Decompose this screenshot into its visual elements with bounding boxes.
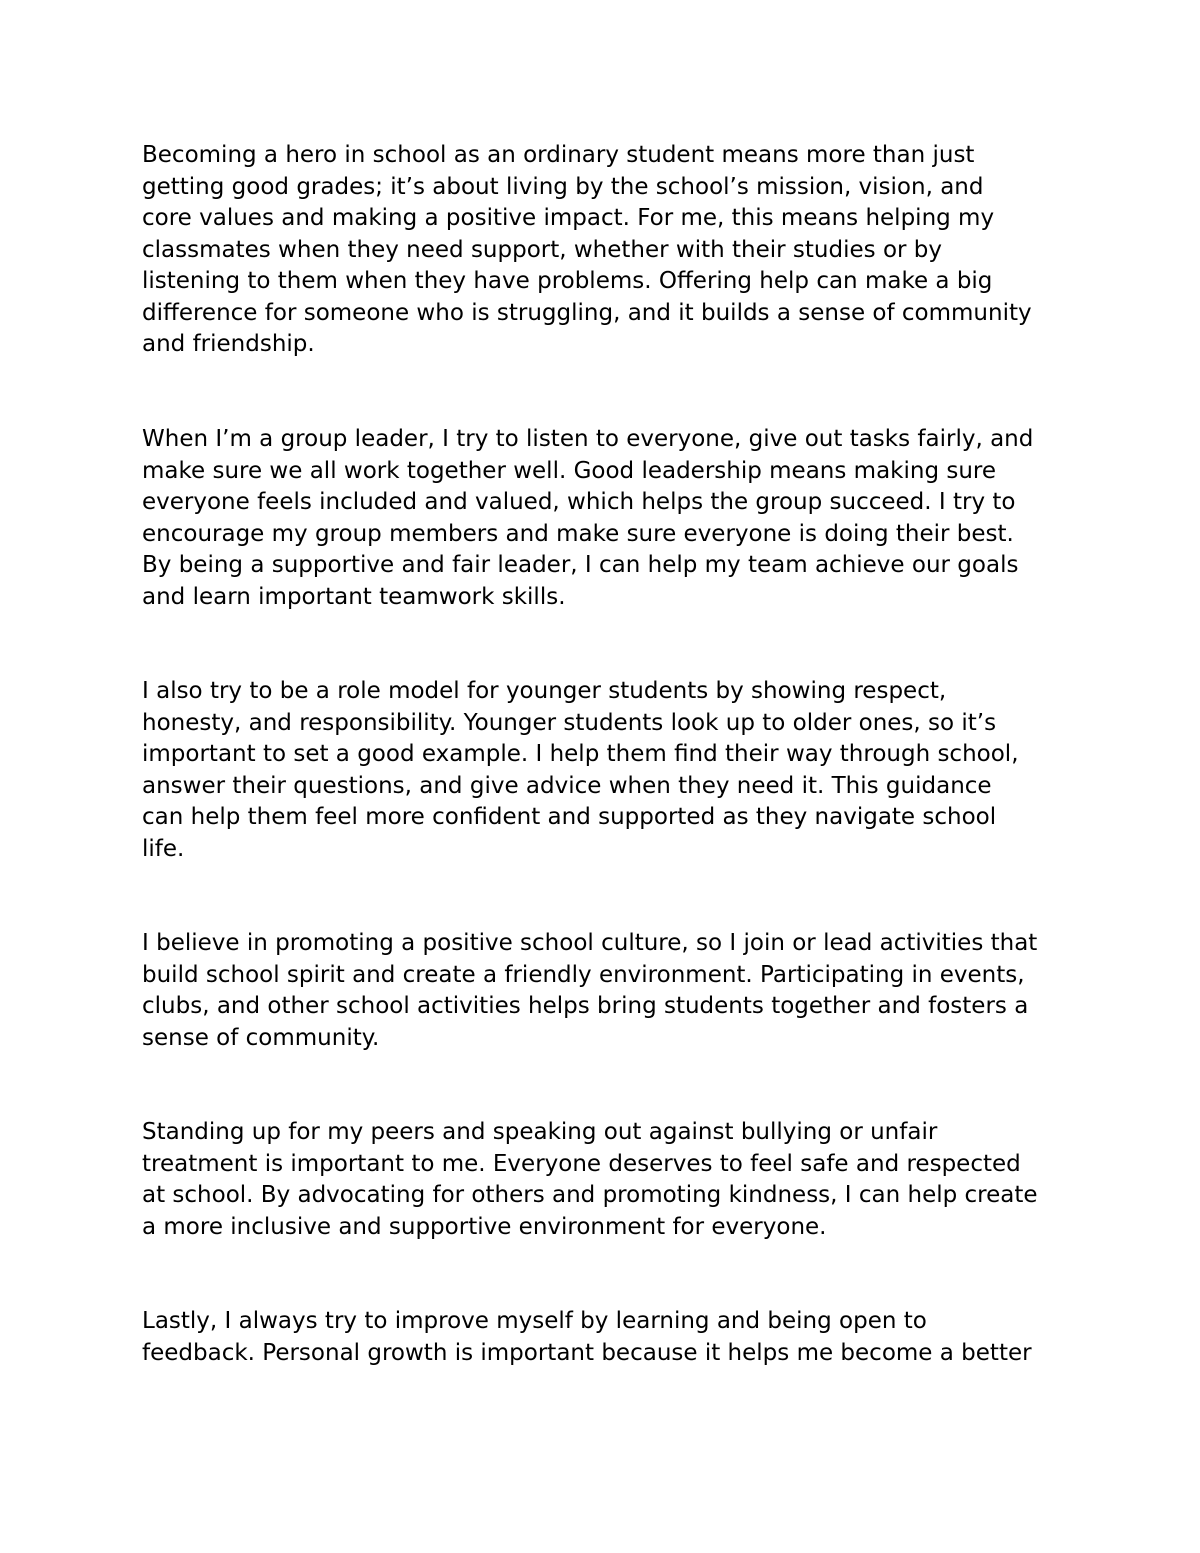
text-line: When I’m a group leader, I try to listen to everyone, give out tasks fairly, and: [142, 426, 1034, 452]
text-line: honesty, and responsibility. Younger students look up to older ones, so it’s: [142, 709, 997, 736]
text-line: getting good grades; it’s about living by the school’s mission, vision, and: [142, 173, 984, 200]
text-line: Lastly, I always try to improve myself by learning and being open to: [142, 1308, 927, 1334]
text-line: everyone feels included and valued, which helps the group succeed. I try to: [142, 489, 1016, 515]
text-line: important to set a good example. I help them find their way through school,: [142, 741, 1019, 767]
text-line: difference for someone who is struggling, and it builds a sense of community: [142, 299, 1032, 326]
text-line: make sure we all work together well. Good leadership means making sure: [142, 457, 997, 484]
text-line: core values and making a positive impact. For me, this means helping my: [142, 205, 995, 231]
text-line: I also try to be a role model for younger students by showing respect,: [142, 678, 947, 704]
text-line: build school spirit and create a friendly environment. Participating in events,: [142, 961, 1025, 988]
paragraph-4: [142, 928, 1037, 1054]
text-line: I believe in promoting a positive school culture, so I join or lead activities that: [142, 930, 1038, 956]
text-line: classmates when they need support, whether with their studies or by: [142, 236, 942, 263]
text-line: at school. By advocating for others and promoting kindness, I can help create: [142, 1182, 1038, 1208]
text-line: encourage my group members and make sure everyone is doing their best.: [142, 520, 1014, 547]
text-line: sense of community.: [142, 1024, 380, 1051]
text-line: and learn important teamwork skills.: [142, 583, 566, 610]
text-line: answer their questions, and give advice when they need it. This guidance: [142, 772, 992, 799]
text-line: Standing up for my peers and speaking out against bullying or unfair: [142, 1119, 938, 1145]
paragraph-2: [142, 424, 1033, 613]
text-line: feedback. Personal growth is important because it helps me become a better: [142, 1339, 1032, 1366]
paragraph-6: [142, 1306, 1032, 1369]
text-line: can help them feel more confident and supported as they navigate school: [142, 804, 997, 830]
text-line: life.: [142, 835, 185, 862]
paragraph-1: [142, 140, 1032, 361]
text-line: treatment is important to me. Everyone deserves to feel safe and respected: [142, 1150, 1021, 1177]
text-line: and friendship.: [142, 331, 315, 357]
paragraph-5: [142, 1117, 1038, 1243]
paragraph-3: [142, 676, 1019, 865]
text-line: Becoming a hero in school as an ordinary student means more than just: [142, 142, 975, 168]
text-line: By being a supportive and fair leader, I can help my team achieve our goals: [142, 552, 1019, 578]
text-line: listening to them when they have problems. Offering help can make a big: [142, 268, 993, 294]
text-line: a more inclusive and supportive environment for everyone.: [142, 1213, 827, 1240]
text-line: clubs, and other school activities helps bring students together and fosters a: [142, 993, 1029, 1019]
